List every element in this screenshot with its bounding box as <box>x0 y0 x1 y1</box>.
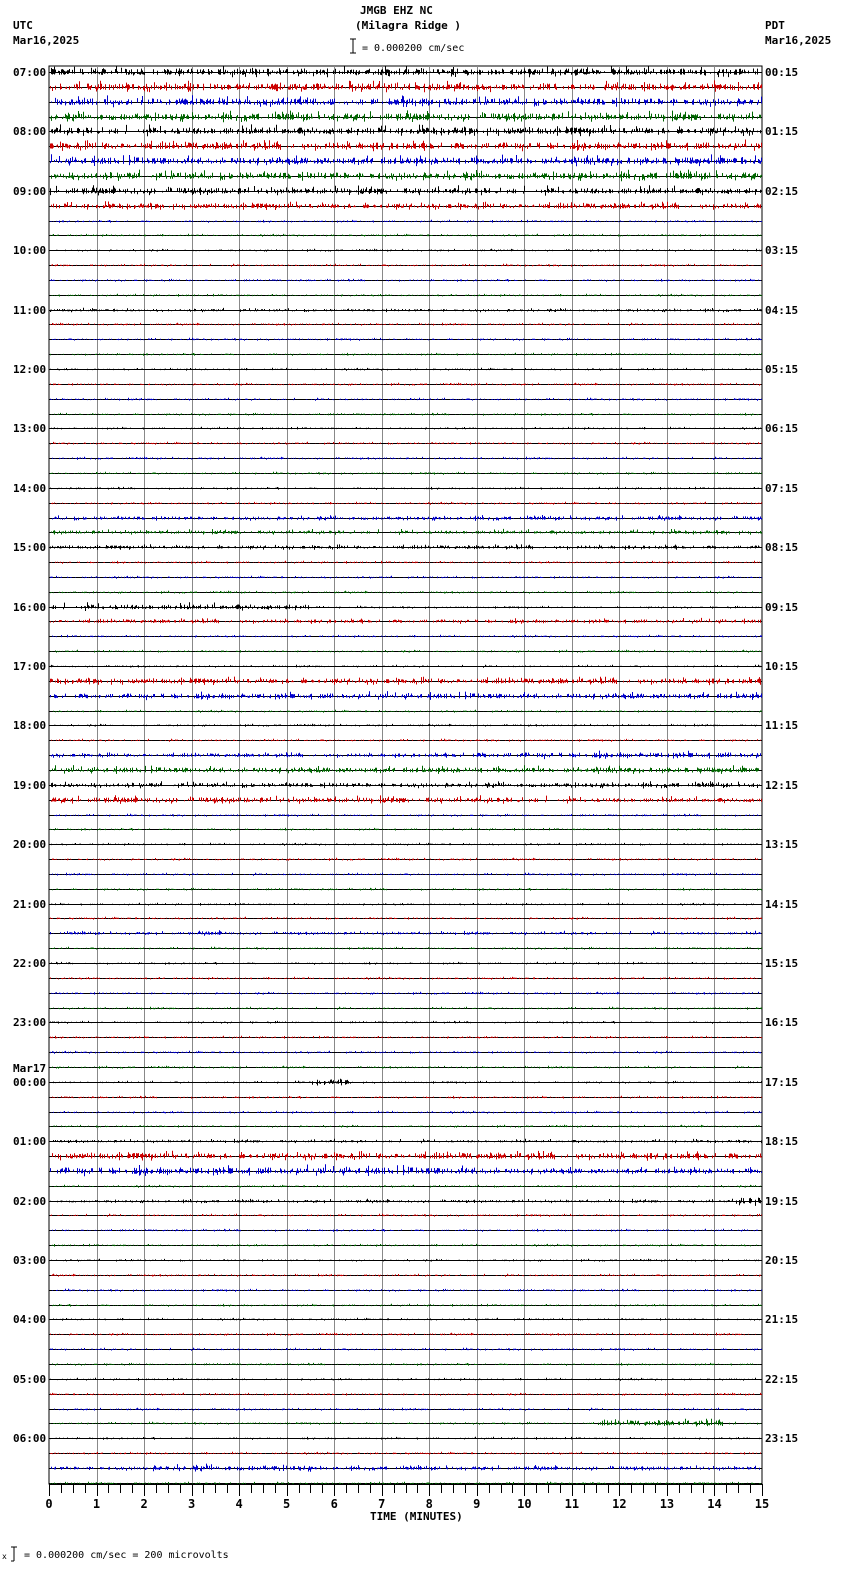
left-date: Mar16,2025 <box>13 34 80 47</box>
utc-hour-label: 02:00 <box>13 1194 47 1208</box>
x-tick-label: 14 <box>707 1497 722 1511</box>
left-timezone: UTC <box>13 19 33 32</box>
station-title: JMGB EHZ NC <box>360 4 433 17</box>
footer-scale-bar-icon <box>10 1546 18 1562</box>
pdt-hour-label: 04:15 <box>765 303 799 317</box>
utc-hour-label: 11:00 <box>13 303 47 317</box>
pdt-hour-label: 11:15 <box>765 719 799 733</box>
pdt-hour-label: 01:15 <box>765 125 799 139</box>
utc-hour-label: 07:00 <box>13 66 47 79</box>
pdt-hour-label: 18:15 <box>765 1135 799 1149</box>
utc-hour-label: 20:00 <box>13 838 47 852</box>
utc-hour-label: 06:00 <box>13 1432 47 1446</box>
pdt-hour-label: 08:15 <box>765 541 799 555</box>
station-location: (Milagra Ridge ) <box>355 19 461 32</box>
utc-hour-label: 14:00 <box>13 481 47 495</box>
pdt-hour-label: 09:15 <box>765 600 799 614</box>
pdt-hour-label: 19:15 <box>765 1194 799 1208</box>
pdt-hour-label: 14:15 <box>765 897 799 911</box>
right-date: Mar16,2025 <box>765 34 832 47</box>
x-tick-label: 12 <box>612 1497 627 1511</box>
utc-hour-label: 00:00 <box>13 1075 47 1089</box>
right-timezone: PDT <box>765 19 785 32</box>
x-tick-label: 6 <box>330 1497 338 1511</box>
x-tick-label: 9 <box>473 1497 481 1511</box>
utc-hour-label: 13:00 <box>13 422 47 436</box>
pdt-hour-label: 03:15 <box>765 244 799 258</box>
utc-hour-label: 21:00 <box>13 897 47 911</box>
utc-hour-label: 01:00 <box>13 1135 47 1149</box>
scale-label: = 0.000200 cm/sec <box>362 43 465 54</box>
pdt-hour-label: 06:15 <box>765 422 799 436</box>
x-axis-title: TIME (MINUTES) <box>370 1510 463 1523</box>
pdt-hour-label: 21:15 <box>765 1313 799 1327</box>
pdt-hour-label: 16:15 <box>765 1016 799 1030</box>
x-tick-label: 0 <box>45 1497 53 1511</box>
footer-scale-note: = 0.000200 cm/sec = 200 microvolts <box>24 1550 229 1561</box>
pdt-hour-label: 15:15 <box>765 957 799 970</box>
x-tick-label: 13 <box>659 1497 675 1511</box>
x-tick-label: 15 <box>754 1497 770 1511</box>
utc-hour-label: 22:00 <box>13 957 47 970</box>
utc-hour-label: 17:00 <box>13 660 47 673</box>
utc-hour-label: 04:00 <box>13 1313 47 1327</box>
x-tick-label: 8 <box>425 1497 433 1511</box>
pdt-hour-label: 17:15 <box>765 1075 799 1089</box>
utc-hour-label: 09:00 <box>13 184 47 198</box>
pdt-hour-label: 07:15 <box>765 481 799 495</box>
utc-hour-label: 08:00 <box>13 125 47 139</box>
utc-hour-label: 03:00 <box>13 1254 47 1267</box>
utc-hour-label: 16:00 <box>13 600 47 614</box>
x-tick-label: 2 <box>140 1497 148 1511</box>
utc-hour-label: 19:00 <box>13 778 47 792</box>
x-tick-label: 7 <box>378 1497 386 1511</box>
utc-hour-label: 23:00 <box>13 1016 47 1030</box>
pdt-hour-label: 00:15 <box>765 66 799 79</box>
utc-hour-label: 15:00 <box>13 541 47 555</box>
pdt-hour-label: 22:15 <box>765 1372 799 1386</box>
x-tick-label: 3 <box>187 1497 196 1511</box>
pdt-hour-label: 20:15 <box>765 1254 799 1267</box>
footer-scale-prefix: x <box>2 1552 7 1561</box>
x-tick-label: 11 <box>564 1497 580 1511</box>
pdt-hour-label: 10:15 <box>765 660 799 673</box>
x-tick-label: 1 <box>92 1497 101 1511</box>
utc-hour-label: 18:00 <box>13 719 47 733</box>
pdt-hour-label: 13:15 <box>765 838 799 852</box>
x-tick-label: 5 <box>283 1497 291 1511</box>
date-change-label: Mar17 <box>13 1061 47 1075</box>
x-tick-label: 10 <box>517 1497 532 1511</box>
pdt-hour-label: 05:15 <box>765 363 799 376</box>
x-tick-label: 4 <box>235 1497 243 1511</box>
pdt-hour-label: 02:15 <box>765 184 799 198</box>
pdt-hour-label: 23:15 <box>765 1432 799 1446</box>
pdt-hour-label: 12:15 <box>765 778 799 792</box>
utc-hour-label: 12:00 <box>13 363 47 376</box>
utc-hour-label: 10:00 <box>13 244 47 258</box>
utc-hour-label: 05:00 <box>13 1372 47 1386</box>
